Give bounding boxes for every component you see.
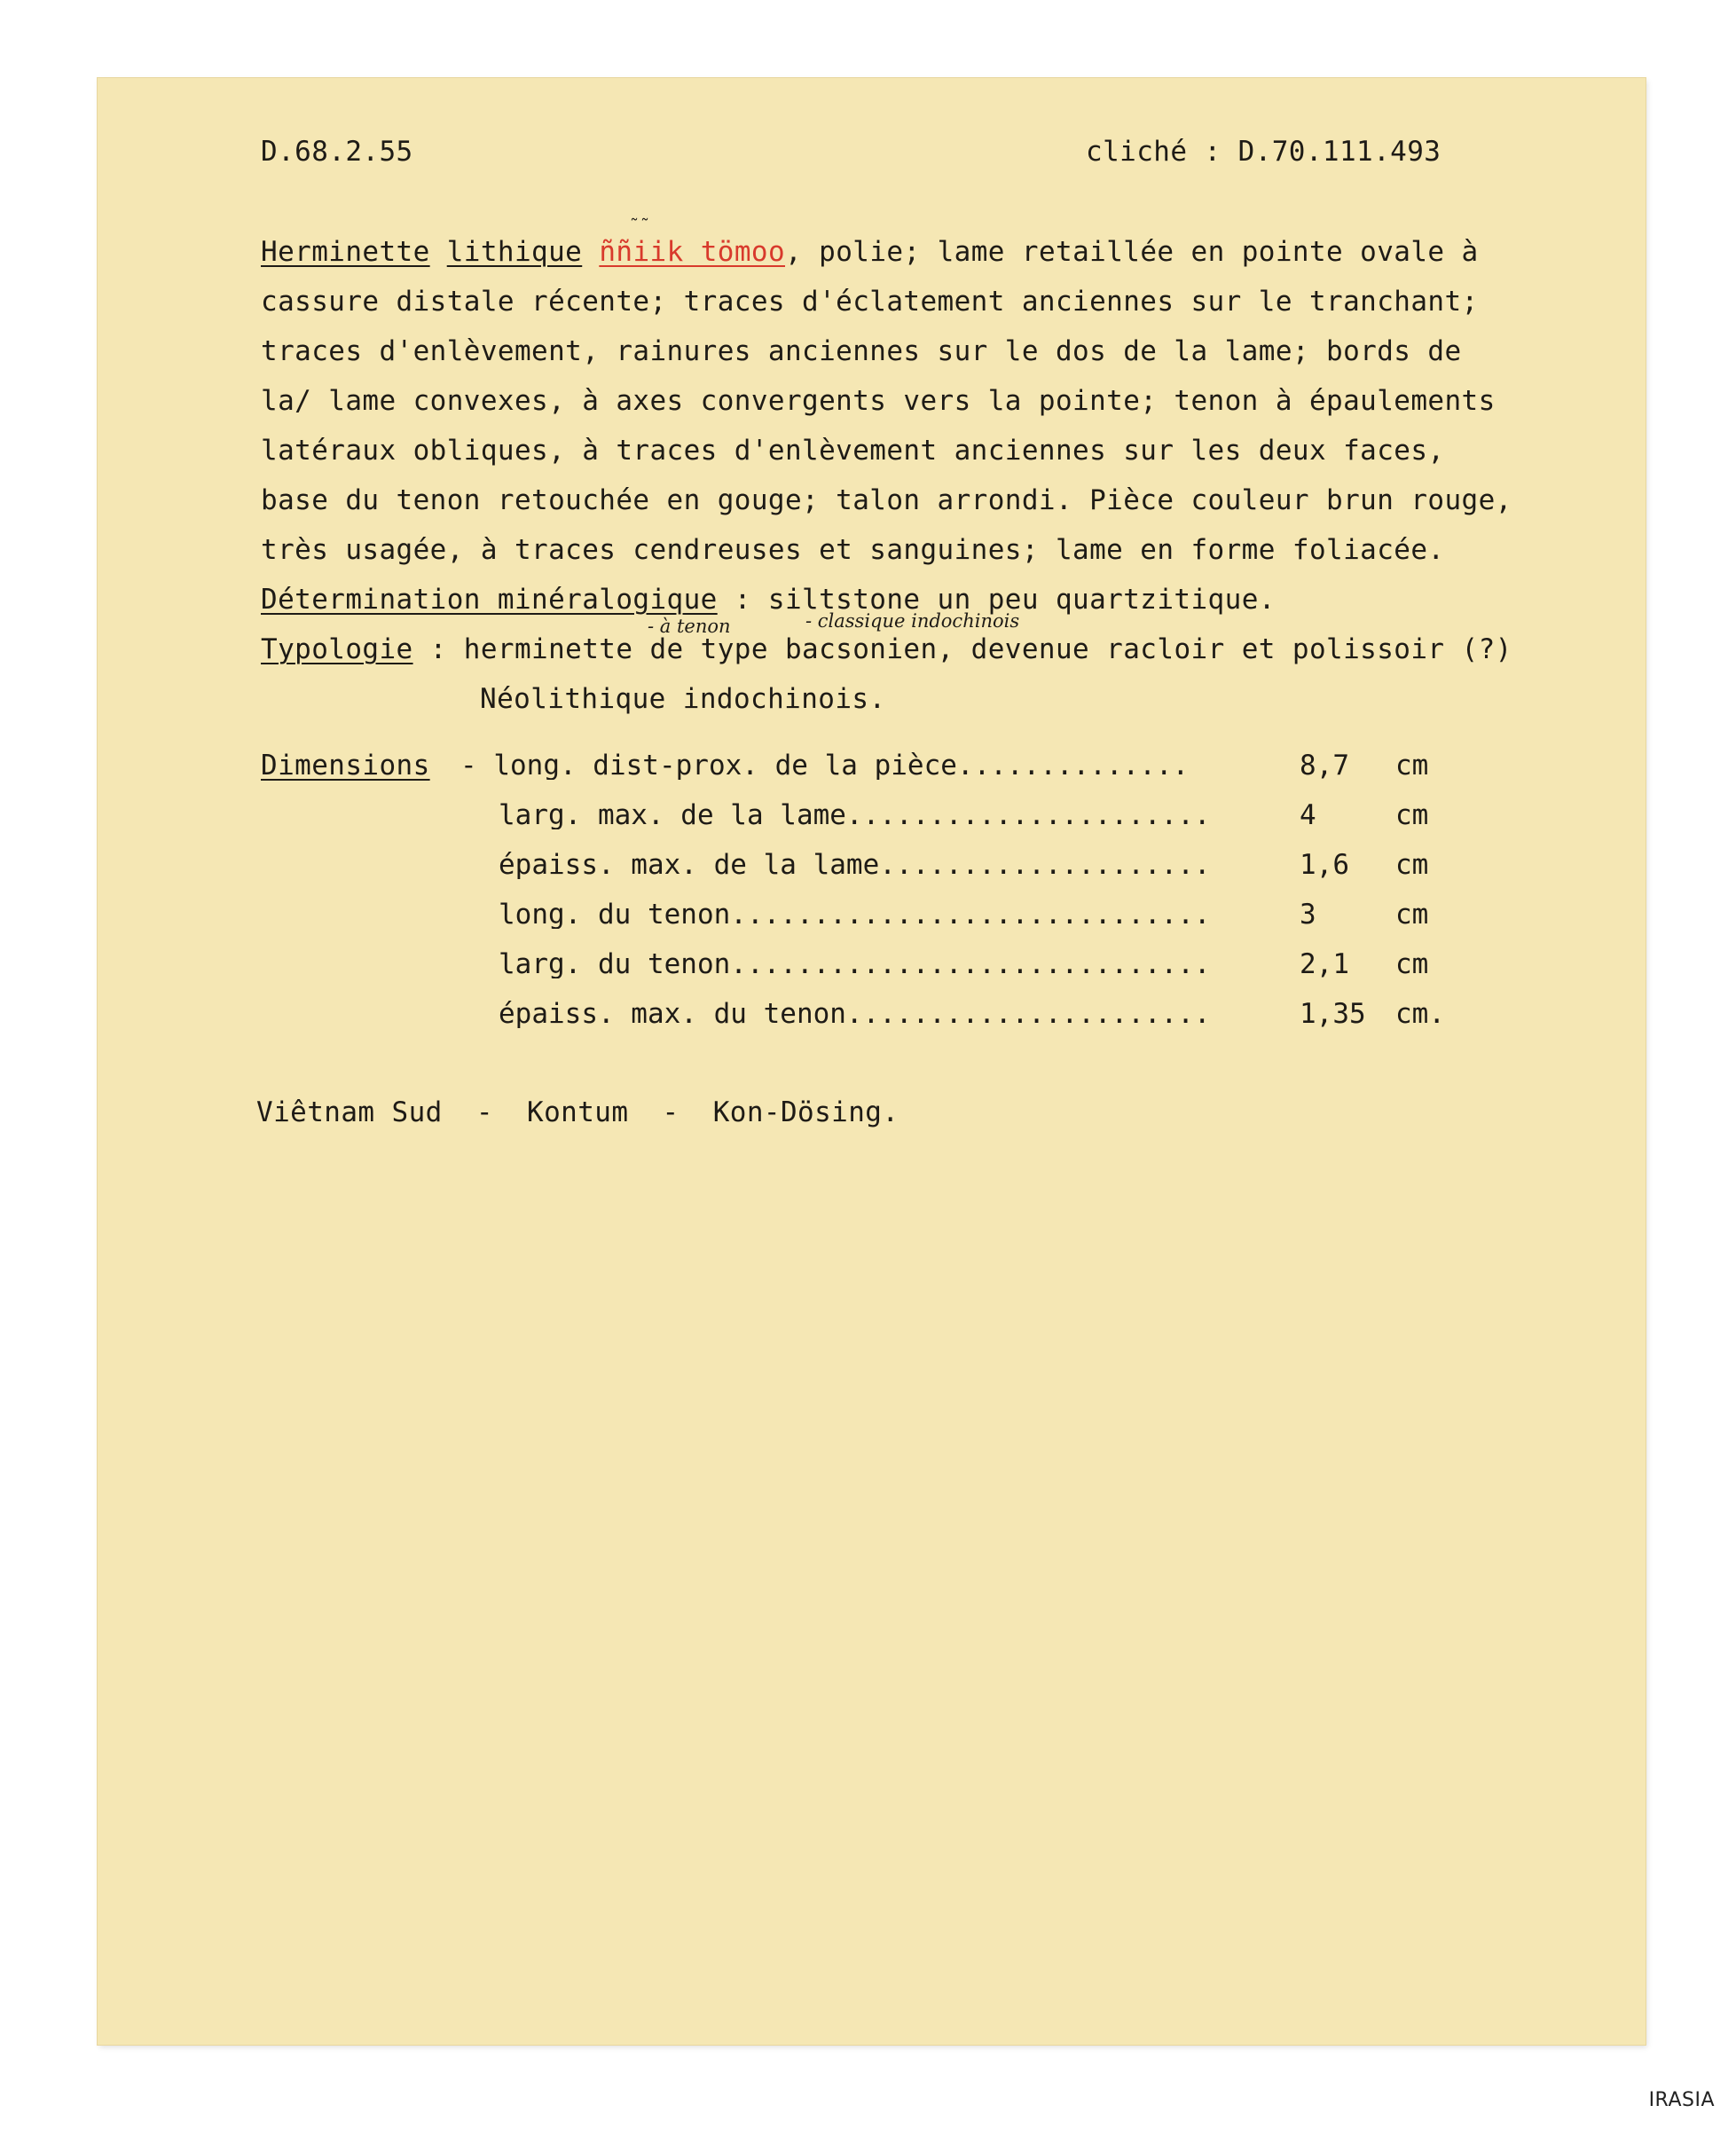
dimension-row xyxy=(499,799,1474,834)
dimension-row-value: 8,7 xyxy=(1300,750,1349,782)
dimension-row-value: 2,1 xyxy=(1300,948,1349,980)
mineralogy-line xyxy=(261,586,1276,614)
title-word-lithique: lithique xyxy=(446,236,583,268)
dimension-row-value: 1,6 xyxy=(1300,849,1349,881)
description-line-6: base du tenon retouchée en gouge; talon arrondi. Pièce couleur brun rouge, xyxy=(261,484,1512,516)
title-word-herminette: Herminette xyxy=(261,236,430,268)
dimension-row-unit: cm xyxy=(1395,948,1429,980)
handwritten-annotation-classique-indochinois: - classique indochinois xyxy=(805,610,1020,632)
provenance: Viêtnam Sud - Kontum - Kon-Dösing. xyxy=(256,1096,899,1128)
dimension-row xyxy=(499,901,1474,933)
dimensions-heading xyxy=(261,752,430,780)
dimension-row-unit: cm xyxy=(1395,899,1429,931)
dimension-row xyxy=(499,849,1474,884)
typology-line xyxy=(261,633,1512,665)
dimension-row-label: larg. du tenon............................. xyxy=(499,951,1211,978)
dimension-row-unit: cm xyxy=(1395,750,1429,782)
description-line-2: cassure distale récente; traces d'éclatement anciennes sur le tranchant; xyxy=(261,286,1479,318)
dimension-row-label: - long. dist-prox. de la pièce.............. xyxy=(460,752,1190,780)
dimension-row-unit: cm. xyxy=(1395,998,1445,1030)
photo-reference: cliché : D.70.111.493 xyxy=(1086,136,1441,168)
inventory-number: D.68.2.55 xyxy=(261,136,413,168)
description-line-5: latéraux obliques, à traces d'enlèvement anciennes sur les deux faces, xyxy=(261,435,1445,467)
description-line-7: très usagée, à traces cendreuses et sanguines; lame en forme foliacée. xyxy=(261,534,1445,566)
dimension-row-value: 4 xyxy=(1300,799,1316,831)
irasia-watermark: IRASIA xyxy=(1648,2089,1715,2111)
description-line-1-rest: , polie; lame retaillée en pointe ovale à xyxy=(785,236,1479,268)
dimension-row-unit: cm xyxy=(1395,799,1429,831)
dimensions-label: Dimensions xyxy=(261,750,430,782)
mineralogy-value: : siltstone un peu quartzitique. xyxy=(717,584,1276,616)
vernacular-name: ññiik tömoo xyxy=(599,236,786,268)
description-line-1 xyxy=(261,236,1479,268)
dimension-row-label: long. du tenon............................. xyxy=(499,901,1211,929)
handwritten-tilde-marks: ˜˜ xyxy=(630,215,651,236)
dimension-row-label: épaiss. max. du tenon...................... xyxy=(499,1001,1211,1028)
dimension-row xyxy=(460,752,1436,784)
typology-label: Typologie xyxy=(261,633,413,665)
mineralogy-label: Détermination minéralogique xyxy=(261,584,718,616)
description-line-4: la/ lame convexes, à axes convergents vers la pointe; tenon à épaulements xyxy=(261,385,1496,417)
dimension-row xyxy=(499,948,1474,983)
typology-value: : herminette de type bacsonien, devenue racloir et polissoir (?) xyxy=(412,633,1512,665)
dimension-row-unit: cm xyxy=(1395,849,1429,881)
dimension-row-label: larg. max. de la lame...................... xyxy=(499,802,1211,829)
dimension-row-value: 3 xyxy=(1300,899,1316,931)
dimension-row-value: 1,35 xyxy=(1300,998,1366,1030)
dimension-row-label: épaiss. max. de la lame.................... xyxy=(499,852,1211,879)
typology-line-2: Néolithique indochinois. xyxy=(480,683,886,715)
document-sheet xyxy=(98,78,1646,2045)
handwritten-annotation-a-tenon: - à tenon xyxy=(648,616,731,637)
description-line-3: traces d'enlèvement, rainures anciennes sur le dos de la lame; bords de xyxy=(261,335,1462,367)
dimension-row xyxy=(499,998,1474,1033)
